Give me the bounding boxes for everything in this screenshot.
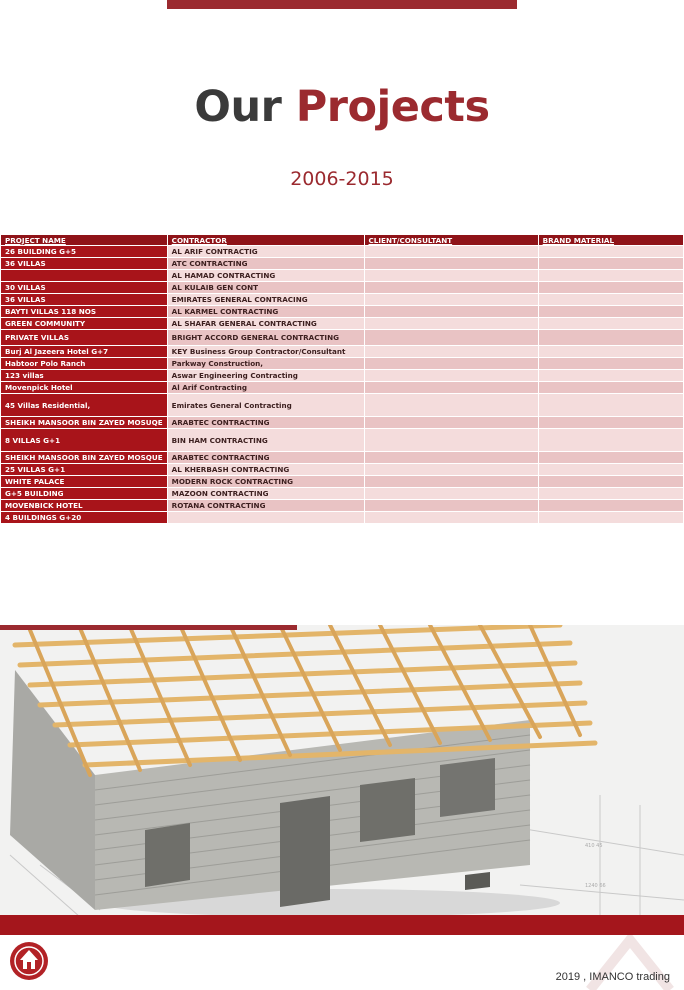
cell-project-name: 45 Villas Residential, bbox=[1, 394, 168, 417]
cell-client bbox=[364, 270, 538, 282]
table-row bbox=[1, 394, 684, 417]
table-row bbox=[1, 330, 684, 346]
cell-project-name: 30 VILLAS bbox=[1, 282, 168, 294]
table-row bbox=[1, 476, 684, 488]
table-row bbox=[1, 417, 684, 429]
cell-contractor: MODERN ROCK CONTRACTING bbox=[167, 476, 364, 488]
cell-client bbox=[364, 382, 538, 394]
table-row bbox=[1, 318, 684, 330]
cell-contractor: Al Arif Contracting bbox=[167, 382, 364, 394]
table-row bbox=[1, 500, 684, 512]
top-accent-bar bbox=[167, 0, 517, 9]
cell-client bbox=[364, 246, 538, 258]
table-row bbox=[1, 512, 684, 524]
cell-contractor: EMIRATES GENERAL CONTRACING bbox=[167, 294, 364, 306]
cell-brand bbox=[538, 330, 683, 346]
cell-brand bbox=[538, 358, 683, 370]
cell-brand bbox=[538, 394, 683, 417]
cell-client bbox=[364, 346, 538, 358]
cell-client bbox=[364, 370, 538, 382]
table-row bbox=[1, 282, 684, 294]
table-row bbox=[1, 464, 684, 476]
cell-brand bbox=[538, 476, 683, 488]
year-range: 2006-2015 bbox=[290, 168, 394, 190]
footer-band bbox=[0, 915, 684, 935]
cell-client bbox=[364, 452, 538, 464]
company-logo-icon bbox=[8, 940, 50, 982]
cell-brand bbox=[538, 282, 683, 294]
cell-brand bbox=[538, 464, 683, 476]
table-row bbox=[1, 370, 684, 382]
table-row bbox=[1, 246, 684, 258]
title-word-our: Our bbox=[194, 82, 282, 132]
cell-contractor: AL KHERBASH CONTRACTING bbox=[167, 464, 364, 476]
cell-project-name: 36 VILLAS bbox=[1, 294, 168, 306]
cell-brand bbox=[538, 417, 683, 429]
cell-project-name: 26 BUILDING G+5 bbox=[1, 246, 168, 258]
cell-contractor: AL ARIF CONTRACTIG bbox=[167, 246, 364, 258]
cell-contractor: KEY Business Group Contractor/Consultant bbox=[167, 346, 364, 358]
cell-project-name: SHEIKH MANSOOR BIN ZAYED MOSUQE bbox=[1, 417, 168, 429]
table-row bbox=[1, 294, 684, 306]
col-header-contractor: CONTRACTOR bbox=[167, 235, 364, 246]
cell-project-name: Movenpick Hotel bbox=[1, 382, 168, 394]
cell-brand bbox=[538, 500, 683, 512]
cell-contractor: AL HAMAD CONTRACTING bbox=[167, 270, 364, 282]
cell-project-name: Burj Al Jazeera Hotel G+7 bbox=[1, 346, 168, 358]
cell-client bbox=[364, 330, 538, 346]
cell-contractor bbox=[167, 512, 364, 524]
cell-project-name: G+5 BUILDING bbox=[1, 488, 168, 500]
footer-copyright: 2019 , IMANCO trading bbox=[555, 971, 670, 983]
cell-client bbox=[364, 417, 538, 429]
cell-client bbox=[364, 464, 538, 476]
cell-project-name: WHITE PALACE bbox=[1, 476, 168, 488]
table-row bbox=[1, 306, 684, 318]
title-word-projects: Projects bbox=[295, 82, 490, 132]
cell-client bbox=[364, 512, 538, 524]
cell-project-name: GREEN COMMUNITY bbox=[1, 318, 168, 330]
cell-project-name bbox=[1, 270, 168, 282]
cell-client bbox=[364, 488, 538, 500]
cell-contractor: BRIGHT ACCORD GENERAL CONTRACTING bbox=[167, 330, 364, 346]
cell-client bbox=[364, 318, 538, 330]
table-row bbox=[1, 429, 684, 452]
table-row bbox=[1, 488, 684, 500]
table-row bbox=[1, 452, 684, 464]
cell-project-name: 36 VILLAS bbox=[1, 258, 168, 270]
cell-contractor: BIN HAM CONTRACTING bbox=[167, 429, 364, 452]
cell-project-name: PRIVATE VILLAS bbox=[1, 330, 168, 346]
col-header-brand: BRAND MATERIAL bbox=[538, 235, 683, 246]
cell-contractor: AL KARMEL CONTRACTING bbox=[167, 306, 364, 318]
cell-contractor: AL KULAIB GEN CONT bbox=[167, 282, 364, 294]
col-header-client: CLIENT/CONSULTANT bbox=[364, 235, 538, 246]
photo-accent-bar bbox=[0, 625, 297, 630]
cell-project-name: SHEIKH MANSOOR BIN ZAYED MOSQUE bbox=[1, 452, 168, 464]
cell-brand bbox=[538, 370, 683, 382]
cell-brand bbox=[538, 346, 683, 358]
cell-project-name: 123 villas bbox=[1, 370, 168, 382]
cell-brand bbox=[538, 429, 683, 452]
cell-project-name: BAYTI VILLAS 118 NOS bbox=[1, 306, 168, 318]
cell-contractor: ATC CONTRACTING bbox=[167, 258, 364, 270]
house-model-photo bbox=[0, 625, 684, 917]
cell-brand bbox=[538, 488, 683, 500]
table-row bbox=[1, 358, 684, 370]
cell-client bbox=[364, 394, 538, 417]
cell-brand bbox=[538, 246, 683, 258]
table-row bbox=[1, 258, 684, 270]
svg-text:1240 66: 1240 66 bbox=[585, 883, 606, 889]
cell-client bbox=[364, 306, 538, 318]
cell-contractor: AL SHAFAR GENERAL CONTRACTING bbox=[167, 318, 364, 330]
cell-client bbox=[364, 476, 538, 488]
cell-contractor: Parkway Construction, bbox=[167, 358, 364, 370]
cell-brand bbox=[538, 270, 683, 282]
cell-project-name: 4 BUILDINGS G+20 bbox=[1, 512, 168, 524]
table-header-row bbox=[1, 235, 684, 246]
cell-brand bbox=[538, 382, 683, 394]
cell-project-name: 8 VILLAS G+1 bbox=[1, 429, 168, 452]
cell-contractor: ARABTEC CONTRACTING bbox=[167, 417, 364, 429]
cell-client bbox=[364, 429, 538, 452]
cell-contractor: ROTANA CONTRACTING bbox=[167, 500, 364, 512]
table-row bbox=[1, 270, 684, 282]
cell-contractor: Emirates General Contracting bbox=[167, 394, 364, 417]
col-header-project: PROJECT NAME bbox=[1, 235, 168, 246]
table-row bbox=[1, 346, 684, 358]
cell-brand bbox=[538, 452, 683, 464]
cell-project-name: Habtoor Polo Ranch bbox=[1, 358, 168, 370]
cell-project-name: MOVENBICK HOTEL bbox=[1, 500, 168, 512]
cell-brand bbox=[538, 294, 683, 306]
cell-brand bbox=[538, 258, 683, 270]
cell-contractor: MAZOON CONTRACTING bbox=[167, 488, 364, 500]
cell-client bbox=[364, 258, 538, 270]
cell-client bbox=[364, 282, 538, 294]
table-row bbox=[1, 382, 684, 394]
cell-contractor: ARABTEC CONTRACTING bbox=[167, 452, 364, 464]
cell-contractor: Aswar Engineering Contracting bbox=[167, 370, 364, 382]
projects-table bbox=[0, 234, 684, 524]
cell-project-name: 25 VILLAS G+1 bbox=[1, 464, 168, 476]
cell-client bbox=[364, 358, 538, 370]
cell-client bbox=[364, 500, 538, 512]
cell-brand bbox=[538, 306, 683, 318]
cell-brand bbox=[538, 512, 683, 524]
svg-text:410 45: 410 45 bbox=[585, 843, 603, 849]
page-title bbox=[0, 82, 684, 132]
cell-brand bbox=[538, 318, 683, 330]
cell-client bbox=[364, 294, 538, 306]
